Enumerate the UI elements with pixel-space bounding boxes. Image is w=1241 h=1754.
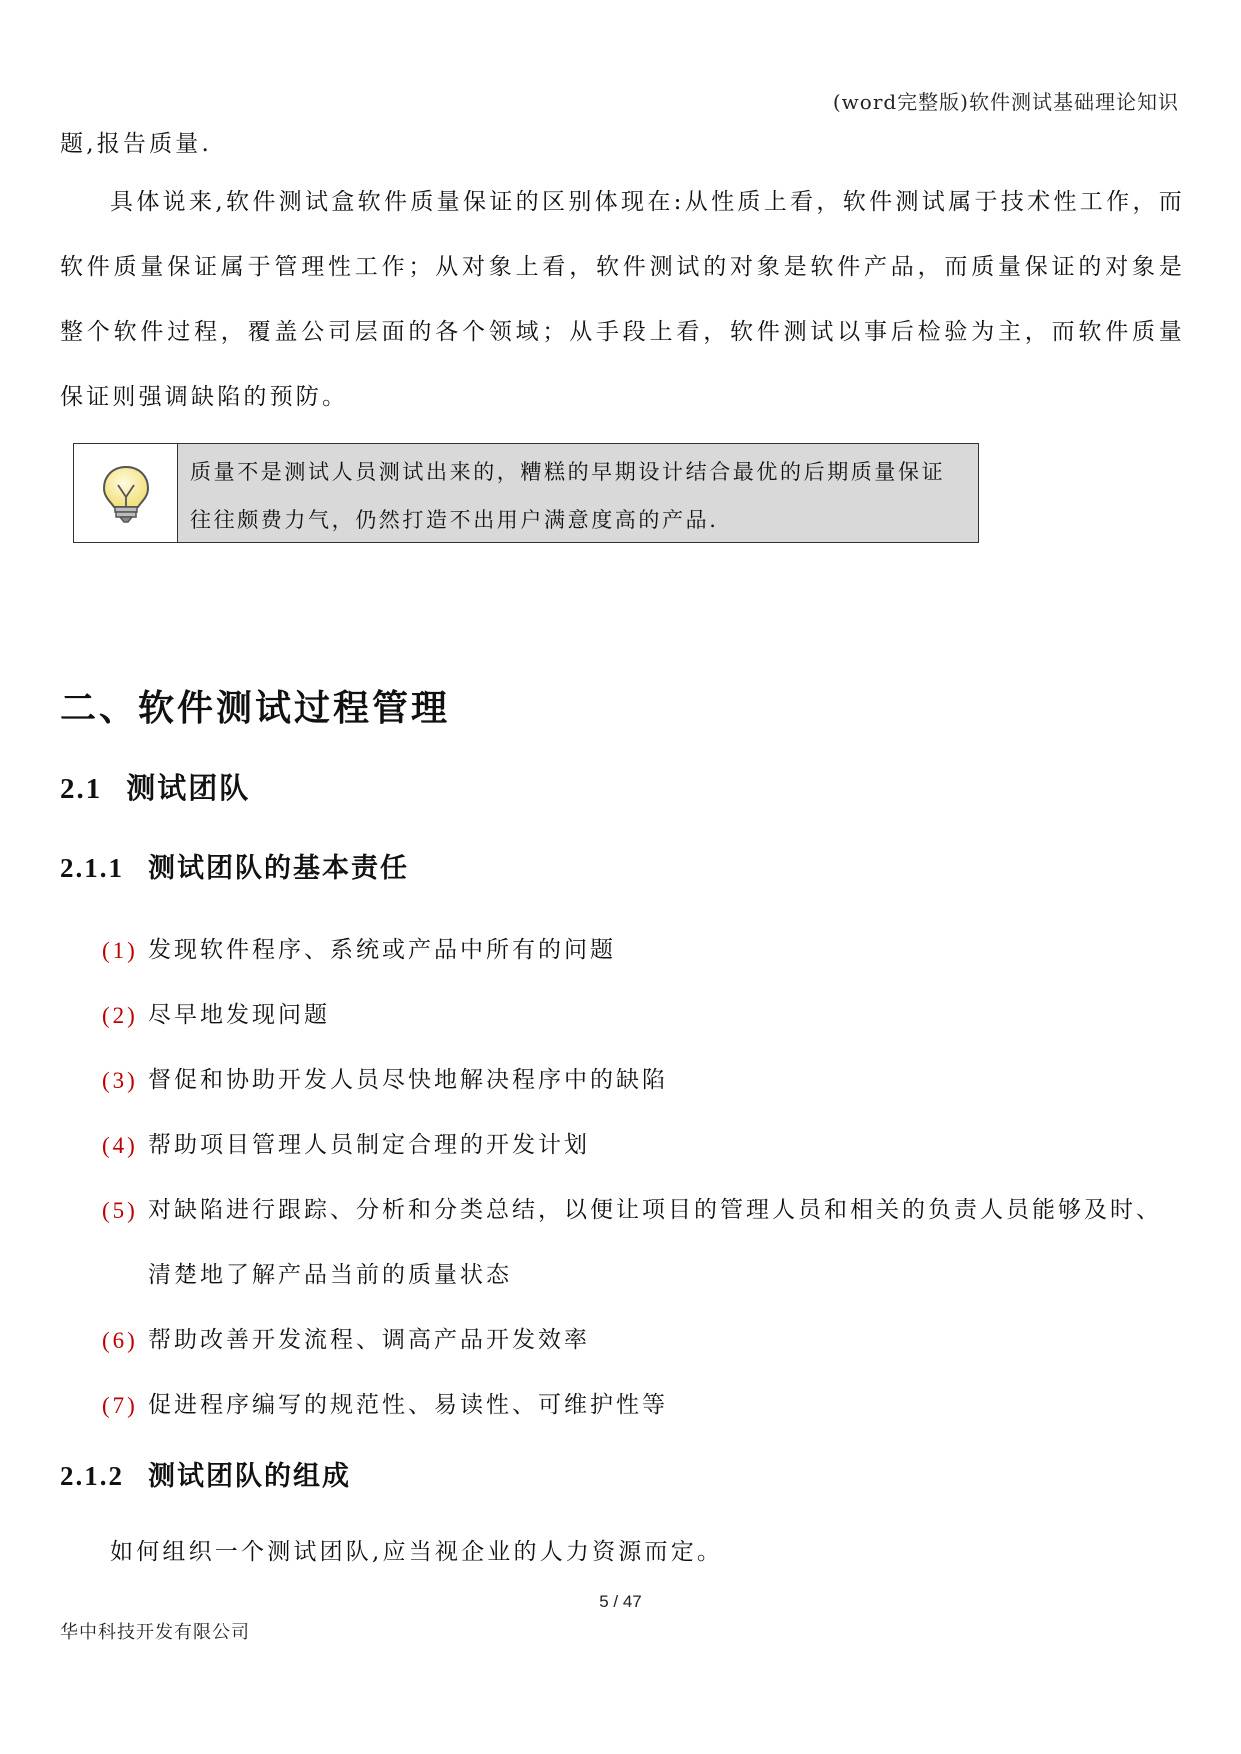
subsection-number: 2.1.2 <box>60 1461 124 1491</box>
section-number: 2.1 <box>60 773 103 805</box>
responsibility-list <box>102 918 1182 1438</box>
list-text: 促进程序编写的规范性、易读性、可维护性等 <box>148 1392 668 1418</box>
subsection-heading-responsibilities <box>60 846 409 885</box>
list-number: (3) <box>102 1068 138 1093</box>
footer-company: 华中科技开发有限公司 <box>60 1622 250 1643</box>
subsection-title: 测试团队的基本责任 <box>148 853 409 884</box>
tip-box <box>73 443 979 543</box>
list-item <box>102 1178 1182 1308</box>
list-item <box>102 1373 1182 1438</box>
list-number: (1) <box>102 938 138 963</box>
list-item <box>102 983 1182 1048</box>
list-number: (2) <box>102 1003 138 1028</box>
list-number: (4) <box>102 1133 138 1158</box>
list-item <box>102 1113 1182 1178</box>
list-number: (6) <box>102 1328 138 1353</box>
document-header: (word完整版)软件测试基础理论知识 <box>832 90 1179 114</box>
lightbulb-icon <box>74 444 178 542</box>
list-text: 帮助项目管理人员制定合理的开发计划 <box>148 1132 590 1158</box>
list-item <box>102 918 1182 983</box>
list-text: 发现软件程序、系统或产品中所有的问题 <box>148 937 616 963</box>
tip-text: 质量不是测试人员测试出来的，糟糕的早期设计结合最优的后期质量保证往往颇费力气，仍然打造不出用户满意度高的产品. <box>178 444 978 542</box>
paragraph-continued: 题,报告质量. <box>60 131 213 157</box>
subsection-heading-composition <box>60 1454 351 1493</box>
subsection-title: 测试团队的组成 <box>148 1461 351 1492</box>
list-item <box>102 1048 1182 1113</box>
list-text: 尽早地发现问题 <box>148 1002 330 1028</box>
chapter-heading: 二、软件测试过程管理 <box>60 687 451 729</box>
section-title: 测试团队 <box>126 771 251 805</box>
list-item <box>102 1308 1182 1373</box>
section-heading <box>60 766 250 807</box>
subsection-number: 2.1.1 <box>60 853 124 883</box>
list-text: 对缺陷进行跟踪、分析和分类总结，以便让项目的管理人员和相关的负责人员能够及时、清楚地了解产品当前的质量状态 <box>148 1197 1162 1288</box>
paragraph-closing: 如何组织一个测试团队,应当视企业的人力资源而定。 <box>110 1539 724 1565</box>
page-number: 5 / 47 <box>599 1592 642 1611</box>
list-text: 帮助改善开发流程、调高产品开发效率 <box>148 1327 590 1353</box>
list-number: (7) <box>102 1393 138 1418</box>
paragraph-comparison: 具体说来,软件测试盒软件质量保证的区别体现在:从性质上看，软件测试属于技术性工作，而软件质量保证属于管理性工作；从对象上看，软件测试的对象是软件产品，而质量保证的对象是整个软件过程，覆盖公司层面的各个领域；从手段上看，软件测试以事后检验为主，而软件质量保证则强调缺陷的预防。 <box>60 189 1185 410</box>
list-text: 督促和协助开发人员尽快地解决程序中的缺陷 <box>148 1067 668 1093</box>
list-number: (5) <box>102 1198 138 1223</box>
